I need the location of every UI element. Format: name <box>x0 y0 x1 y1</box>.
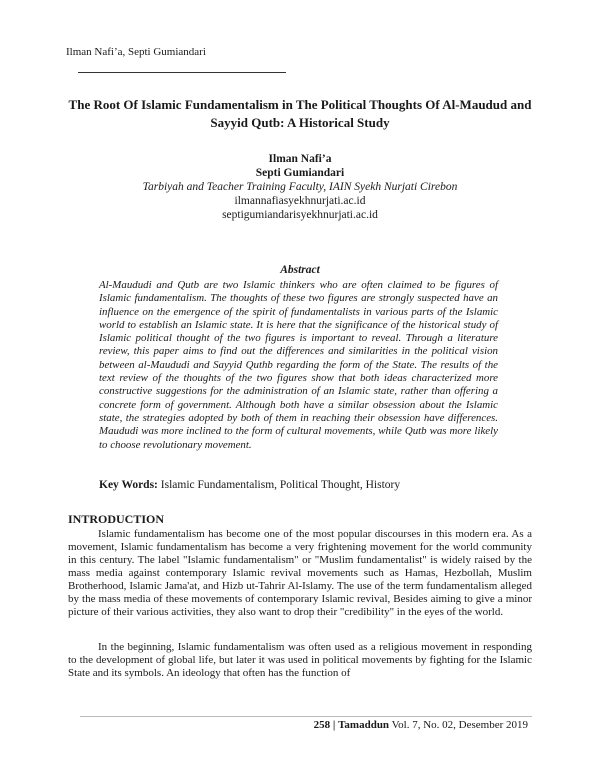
author-block <box>100 152 500 222</box>
abstract-heading: Abstract <box>280 264 320 276</box>
footer-separator: | <box>332 719 336 731</box>
author-name-2: Septi Gumiandari <box>255 167 345 179</box>
author-email-2: septigumiandarisyekhnurjati.ac.id <box>222 209 378 221</box>
keywords-line <box>99 479 519 491</box>
page-number: 258 <box>313 719 331 731</box>
journal-issue: Vol. 7, No. 02, Desember 2019 <box>391 719 528 731</box>
running-head: Ilman Nafi’a, Septi Gumiandari <box>66 46 206 58</box>
keywords-value: Islamic Fundamentalism, Political Thought, History <box>160 479 401 491</box>
keywords-label: Key Words: <box>99 479 158 491</box>
author-affiliation: Tarbiyah and Teacher Training Faculty, IAIN Syekh Nurjati Cirebon <box>142 181 458 193</box>
author-email-1: ilmannafiasyekhnurjati.ac.id <box>234 195 366 207</box>
journal-name: Tamaddun <box>338 719 390 731</box>
intro-paragraph-1: Islamic fundamentalism has become one of the most popular discourses in this modern era. As a movement, Islamic fundamentalism has become a very frightening movement for the world community in this century. The label "Islamic fundamentalism" or "Muslim fundamentalist" is widely raised by the mass media against contemporary Islamic revival movements such as Hamas, Hezbollah, Muslim Brotherhood, Islamic Jama'at, and Hizb ut-Tahrir Al-Islamy. The use of the term fundamentalism alleged by the mass media of these movements of contemporary Islamic revival, Besides aiming to give a minor picture of their various activities, they also want to drop their "credibility" in the eyes of the world. <box>68 528 532 618</box>
abstract-text: Al-Maududi and Qutb are two Islamic thinkers who are often claimed to be figures of Islamic fundamentalism. The thoughts of these two figures are strongly suspected have an influence on the emergence of the spirit of fundamentalists in various parts of the Islamic world to establish an Islamic state. It is here that the significance of the historical study of Islamic political thought of the two figures is important to reveal. Through a literature review, this paper aims to find out the differences and similarities in the political vision between al-Maududi and Sayyid Quthb regarding the form of the State. The results of the text review of the thoughts of the two figures show that both ideas characterized more constructive suggestions for the administration of an Islamic state, rather than offering a concrete form of government. Although both have a similar obsession about the Islamic state, the strategies adopted by both of them in reaching their obsession have differences. Maududi was more inclined to the form of cultural movements, while Qutb was more likely to choose revolutionary movement. <box>99 279 498 451</box>
author-name-1: Ilman Nafi’a <box>268 153 332 165</box>
page-footer <box>314 719 528 731</box>
header-rule <box>78 72 286 73</box>
paper-title: The Root Of Islamic Fundamentalism in The Political Thoughts Of Al-Maudud and Sayyid Qutb: A Historical Study <box>68 97 532 130</box>
footer-rule <box>80 716 532 717</box>
section-heading-introduction: INTRODUCTION <box>68 512 165 526</box>
intro-paragraph-2: In the beginning, Islamic fundamentalism was often used as a religious movement in responding to the development of global life, but later it was used in political movements by fighting for the Islamic State and its symbols. An ideology that often has the function of <box>68 641 532 679</box>
